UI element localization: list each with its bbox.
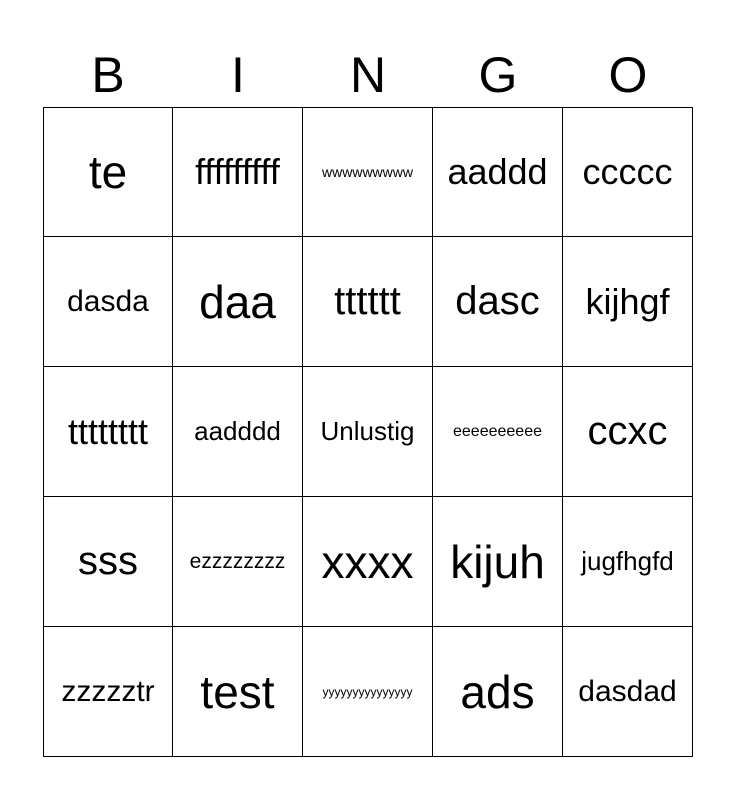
header-letter-i: I: [231, 47, 245, 103]
bingo-cell[interactable]: sss: [43, 497, 173, 627]
bingo-cell[interactable]: tttttt: [303, 237, 433, 367]
bingo-cell[interactable]: ccccc: [563, 107, 693, 237]
bingo-cell[interactable]: kijhgf: [563, 237, 693, 367]
bingo-cell[interactable]: xxxx: [303, 497, 433, 627]
bingo-cell[interactable]: tttttttt: [43, 367, 173, 497]
bingo-cell[interactable]: yyyyyyyyyyyyyyy: [303, 627, 433, 757]
bingo-cell[interactable]: fffffffff: [173, 107, 303, 237]
bingo-cell[interactable]: ccxc: [563, 367, 693, 497]
bingo-header: [43, 46, 693, 108]
bingo-cell[interactable]: aaddd: [433, 107, 563, 237]
bingo-cell[interactable]: zzzzztr: [43, 627, 173, 757]
bingo-cell[interactable]: te: [43, 107, 173, 237]
header-letter-n: N: [349, 47, 387, 103]
bingo-cell[interactable]: test: [173, 627, 303, 757]
bingo-cell[interactable]: dasdad: [563, 627, 693, 757]
bingo-cell[interactable]: dasda: [43, 237, 173, 367]
bingo-cell[interactable]: ads: [433, 627, 563, 757]
header-letter-g: G: [478, 47, 518, 103]
bingo-board: [43, 107, 693, 757]
bingo-cell[interactable]: aadddd: [173, 367, 303, 497]
bingo-cell[interactable]: kijuh: [433, 497, 563, 627]
bingo-cell[interactable]: Unlustig: [303, 367, 433, 497]
bingo-cell[interactable]: daa: [173, 237, 303, 367]
header-letter-b: B: [91, 47, 125, 103]
bingo-cell[interactable]: ezzzzzzzz: [173, 497, 303, 627]
bingo-cell[interactable]: dasc: [433, 237, 563, 367]
bingo-cell[interactable]: wwwwwwwww: [303, 107, 433, 237]
bingo-cell[interactable]: eeeeeeeeee: [433, 367, 563, 497]
bingo-cell[interactable]: jugfhgfd: [563, 497, 693, 627]
header-letter-o: O: [608, 47, 648, 103]
